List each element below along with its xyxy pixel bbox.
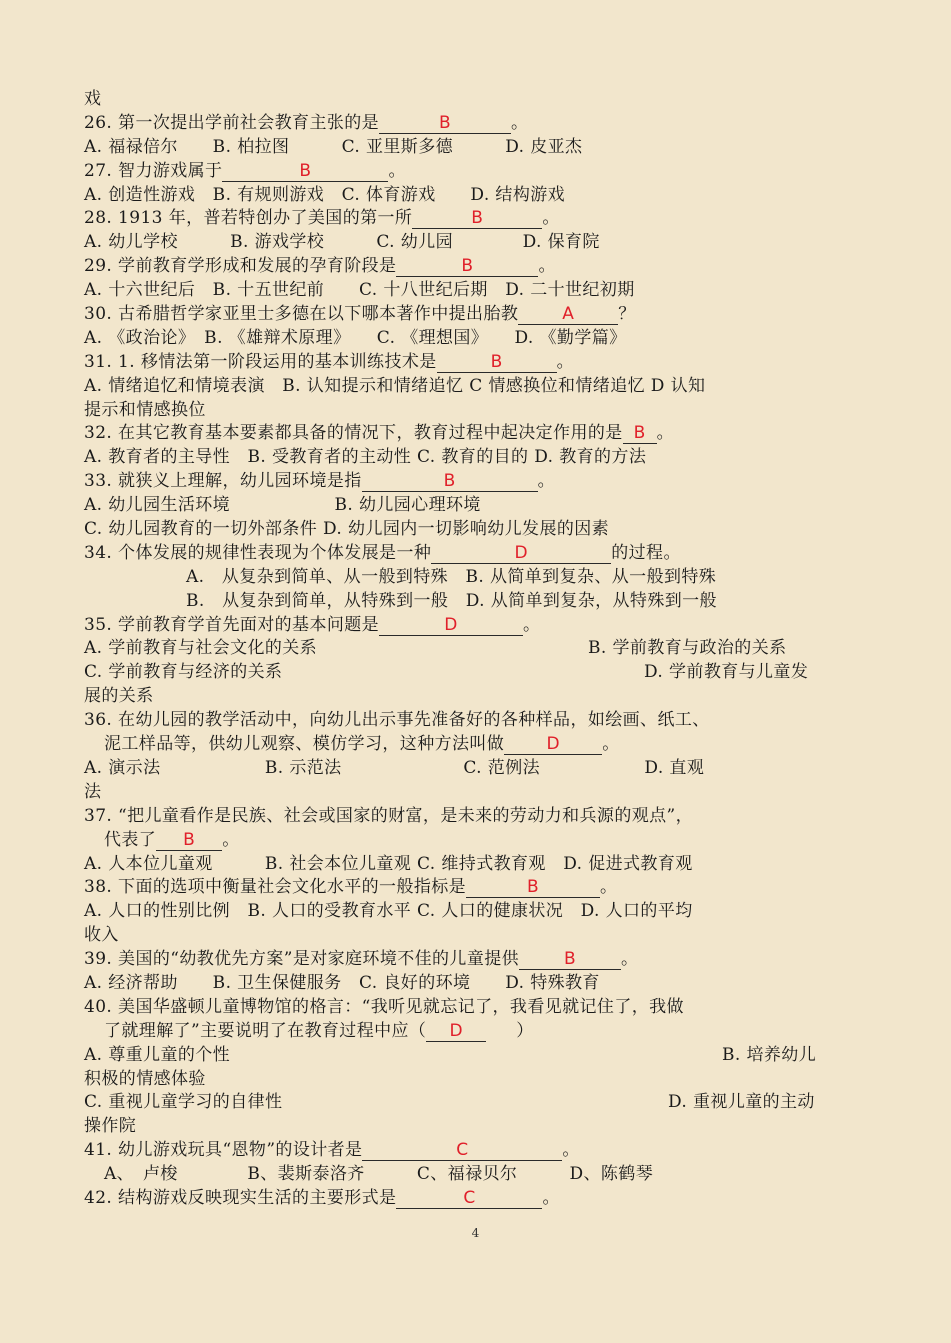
options-38: A. 人口的性别比例 B. 人口的受教育水平 C. 人口的健康状况 D. 人口的平均 [84,901,693,922]
options-36: A. 演示法 B. 示范法 C. 范例法 D. 直观 [84,757,705,778]
options-31: A. 情绪追忆和情境表演 B. 认知提示和情绪追忆 C 情感换位和情绪追忆 D 认知 [84,375,706,396]
answer-mark: B [461,256,474,277]
answer-mark: C [463,1187,476,1208]
answer-blank [379,113,511,134]
answer-mark: B [183,829,196,850]
answer-mark: D [514,542,528,563]
question-40: 40. 美国华盛顿儿童博物馆的格言：“我听见就忘记了，我看见就记住了，我做 [84,996,684,1017]
options-34-cont: B. 从复杂到简单，从特殊到一般 D. 从简单到复杂，从特殊到一般 [186,590,717,611]
answer-mark: B [527,877,540,898]
answer-blank [362,471,538,492]
question-36: 36. 在幼儿园的教学活动中，向幼儿出示事先准备好的各种样品，如绘画、纸工、 [84,710,710,731]
answer-blank [623,423,657,444]
answer-blank [466,877,600,898]
options-34: A. 从复杂到简单、从一般到特殊 B. 从简单到复杂、从一般到特殊 [186,566,717,587]
question-40-cont: 了就理解了”主要说明了在教育过程中应（ D ） [104,1020,534,1041]
answer-blank [156,830,222,851]
options-40-cont: 积极的情感体验 [84,1068,206,1089]
page-number: 4 [471,1226,480,1240]
question-26: 26. 第一次提出学前社会教育主张的是 B 。 [84,112,529,133]
options-36-cont: 法 [84,781,102,802]
text-line: 戏 [84,89,102,109]
options-41: A、 卢梭 B、裴斯泰洛齐 C、福禄贝尔 D、陈鹤琴 [104,1164,654,1185]
options-33-cont: C. 幼儿园教育的一切外部条件 D. 幼儿园内一切影响幼儿发展的因素 [84,519,610,540]
answer-blank [431,543,611,564]
answer-mark: D [546,734,560,755]
answer-blank [426,1021,486,1042]
answer-blank [396,256,538,277]
options-28: A. 幼儿学校 B. 游戏学校 C. 幼儿园 D. 保育院 [84,232,600,253]
options-40-cont3: 操作院 [84,1116,137,1137]
answer-blank [518,304,618,325]
question-38: 38. 下面的选项中衡量社会文化水平的一般指标是 B 。 [84,877,618,898]
question-33: 33. 就狭义上理解，幼儿园环境是指 B 。 [84,471,556,492]
options-26: A. 福禄倍尔 B. 柏拉图 C. 亚里斯多德 D. 皮亚杰 [84,136,583,157]
answer-mark: B [439,112,452,133]
answer-blank [379,615,523,636]
question-41: 41. 幼儿游戏玩具“恩物”的设计者是 C 。 [84,1140,580,1161]
answer-blank [396,1188,542,1209]
options-38-cont: 收入 [84,925,119,946]
answer-mark: A [562,304,575,325]
question-27: 27. 智力游戏属于 B 。 [84,160,406,181]
question-32: 32. 在其它教育基本要素都具备的情况下，教育过程中起决定作用的是 B 。 [84,423,675,444]
options-35-cont: C. 学前教育与经济的关系 D. 学前教育与儿童发 [84,662,809,683]
answer-blank [519,949,621,970]
answer-blank [362,1140,562,1161]
options-27: A. 创造性游戏 B. 有规则游戏 C. 体育游戏 D. 结构游戏 [84,184,566,205]
options-30: A. 《政治论》 B. 《雄辩术原理》 C. 《理想国》 D. 《勤学篇》 [84,327,627,348]
answer-mark: B [443,471,456,492]
options-31-cont: 提示和情感换位 [84,399,206,420]
options-35: A. 学前教育与社会文化的关系 B. 学前教育与政治的关系 [84,638,787,659]
question-list [84,88,874,1211]
options-39: A. 经济帮助 B. 卫生保健服务 C. 良好的环境 D. 特殊教育 [84,972,600,993]
answer-mark: D [444,614,458,635]
options-35-cont2: 展的关系 [84,686,154,707]
question-35: 35. 学前教育学首先面对的基本问题是 D 。 [84,614,541,635]
answer-mark: B [471,208,484,229]
options-40-cont2: C. 重视儿童学习的自律性 D. 重视儿童的主动 [84,1092,815,1113]
answer-blank [437,352,557,373]
answer-blank [504,734,602,755]
answer-blank [412,208,542,229]
question-36-cont: 泥工样品等，供幼儿观察、模仿学习，这种方法叫做 D 。 [104,734,620,755]
options-33: A. 幼儿园生活环境 B. 幼儿园心理环境 [84,495,481,516]
question-28: 28. 1913 年，普若特创办了美国的第一所 B 。 [84,208,560,229]
question-37-cont: 代表了 B 。 [104,829,240,850]
question-29: 29. 学前教育学形成和发展的孕育阶段是 B 。 [84,256,556,277]
answer-blank [222,161,388,182]
options-29: A. 十六世纪后 B. 十五世纪前 C. 十八世纪后期 D. 二十世纪初期 [84,280,635,301]
answer-mark: B [563,949,577,970]
answer-mark: B [299,160,312,181]
answer-mark: B [633,423,646,444]
question-31: 31. 1. 移情法第一阶段运用的基本训练技术是 B 。 [84,351,575,372]
question-39: 39. 美国的“幼教优先方案”是对家庭环境不佳的儿童提供 B 。 [84,949,639,970]
options-32: A. 教育者的主导性 B. 受教育者的主动性 C. 教育的目的 D. 教育的方法 [84,447,647,468]
options-40: A. 尊重儿童的个性 B. 培养幼儿 [84,1044,817,1065]
question-30: 30. 古希腊哲学家亚里士多德在以下哪本著作中提出胎教 A ？ [84,304,636,325]
question-34: 34. 个体发展的规律性表现为个体发展是一种 D 的过程。 [84,542,681,563]
question-37: 37. “把儿童看作是民族、社会或国家的财富，是未来的劳动力和兵源的观点”， [84,805,694,826]
answer-mark: C [456,1140,469,1161]
answer-mark: D [449,1020,464,1041]
question-42: 42. 结构游戏反映现实生活的主要形式是 C 。 [84,1187,560,1208]
options-37: A. 人本位儿童观 B. 社会本位儿童观 C. 维持式教育观 D. 促进式教育观 [84,853,693,874]
answer-mark: B [490,351,503,372]
